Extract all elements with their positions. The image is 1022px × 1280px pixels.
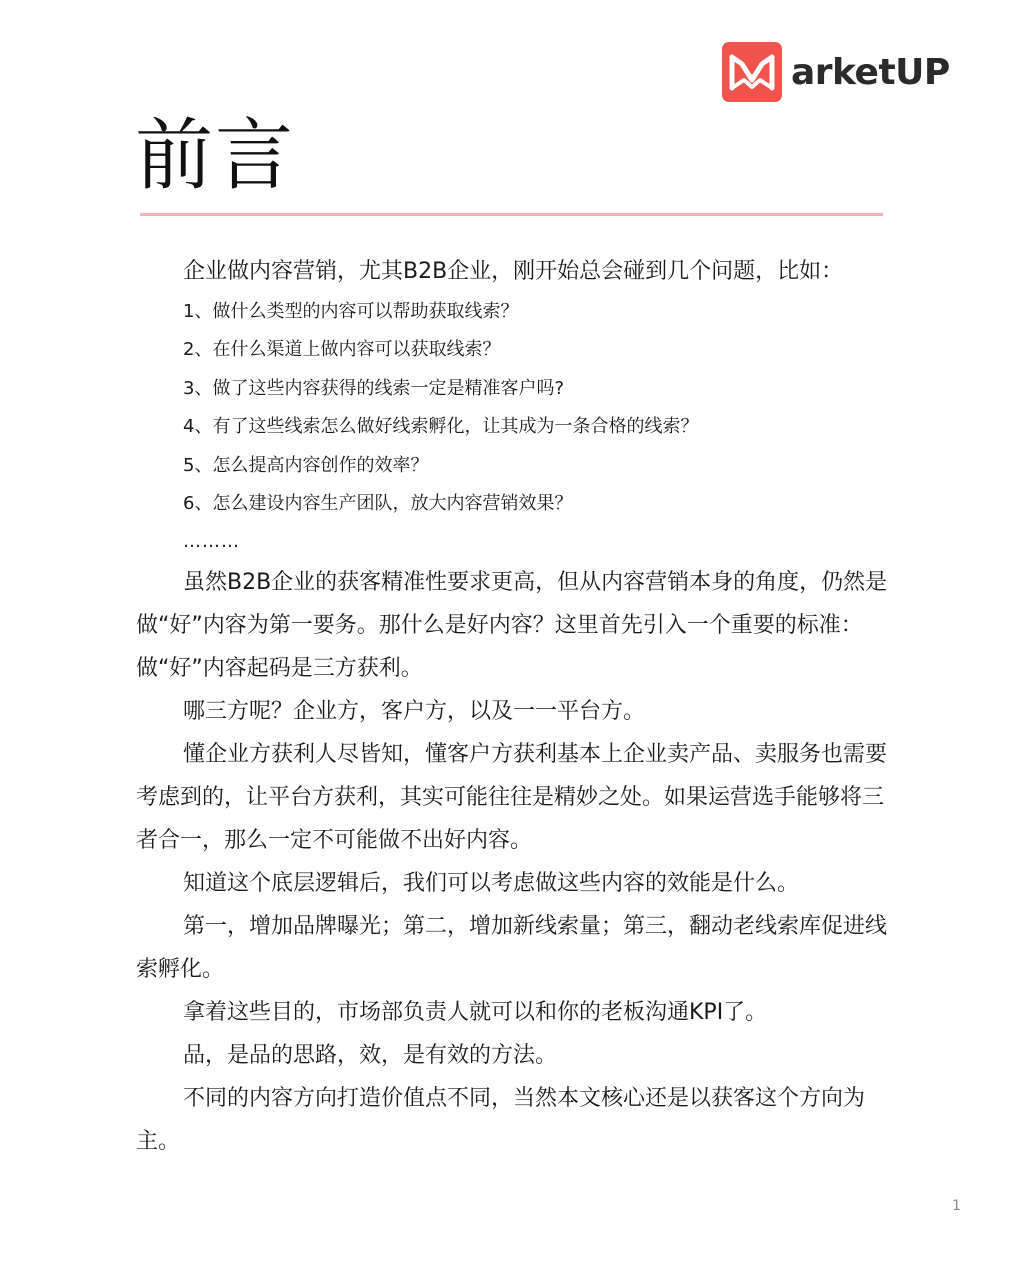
list-item: 4、有了这些线索怎么做好线索孵化，让其成为一条合格的线索？ (183, 416, 699, 438)
logo-m-icon (722, 42, 782, 102)
list-item: 3、做了这些内容获得的线索一定是精准客户吗? (183, 377, 565, 399)
list-item: 2、在什么渠道上做内容可以获取线索？ (183, 339, 501, 361)
body-paragraph: 不同的内容方向打造价值点不同，当然本文核心还是以获客这个方向为主。 (136, 1086, 866, 1155)
document-body (136, 250, 892, 1163)
intro-paragraph: 企业做内容营销，尤其B2B企业，刚开始总会碰到几个问题，比如： (183, 259, 844, 284)
logo-text: arketUP (791, 51, 950, 93)
brand-logo (722, 41, 950, 103)
page-number: 1 (952, 1198, 961, 1214)
list-item: 1、做什么类型的内容可以帮助获取线索？ (183, 301, 519, 322)
body-paragraph: 第一，增加品牌曝光；第二，增加新线索量；第三，翻动老线索库促进线索孵化。 (136, 914, 888, 983)
list-item: 6、怎么建设内容生产团队，放大内容营销效果？ (183, 493, 573, 515)
body-paragraph: 拿着这些目的，市场部负责人就可以和你的老板沟通KPI了。 (183, 1000, 768, 1026)
page-title: 前言 (135, 111, 296, 201)
title-divider (140, 213, 883, 216)
list-item: 5、怎么提高内容创作的效率？ (183, 454, 429, 476)
body-paragraph: 知道这个底层逻辑后，我们可以考虑做这些内容的效能是什么。 (183, 871, 800, 897)
body-paragraph: 品，是品的思路，效，是有效的方法。 (183, 1043, 558, 1069)
body-paragraph: 虽然B2B企业的获客精准性要求更高，但从内容营销本身的角度，仍然是做“好”内容为第一要务。那什么是好内容？这里首先引入一个重要的标准：做“好”内容起码是三方获利。 (136, 570, 888, 682)
body-paragraph: 懂企业方获利人尽皆知，懂客户方获利基本上企业卖产品、卖服务也需要考虑到的，让平台方获利，其实可能往往是精妙之处。如果运营选手能够将三者合一，那么一定不可能做不出好内容。 (136, 742, 888, 854)
question-list (136, 293, 892, 561)
body-paragraph: 哪三方呢？企业方，客户方，以及一一平台方。 (183, 699, 646, 725)
list-ellipsis: ……… (183, 531, 240, 553)
